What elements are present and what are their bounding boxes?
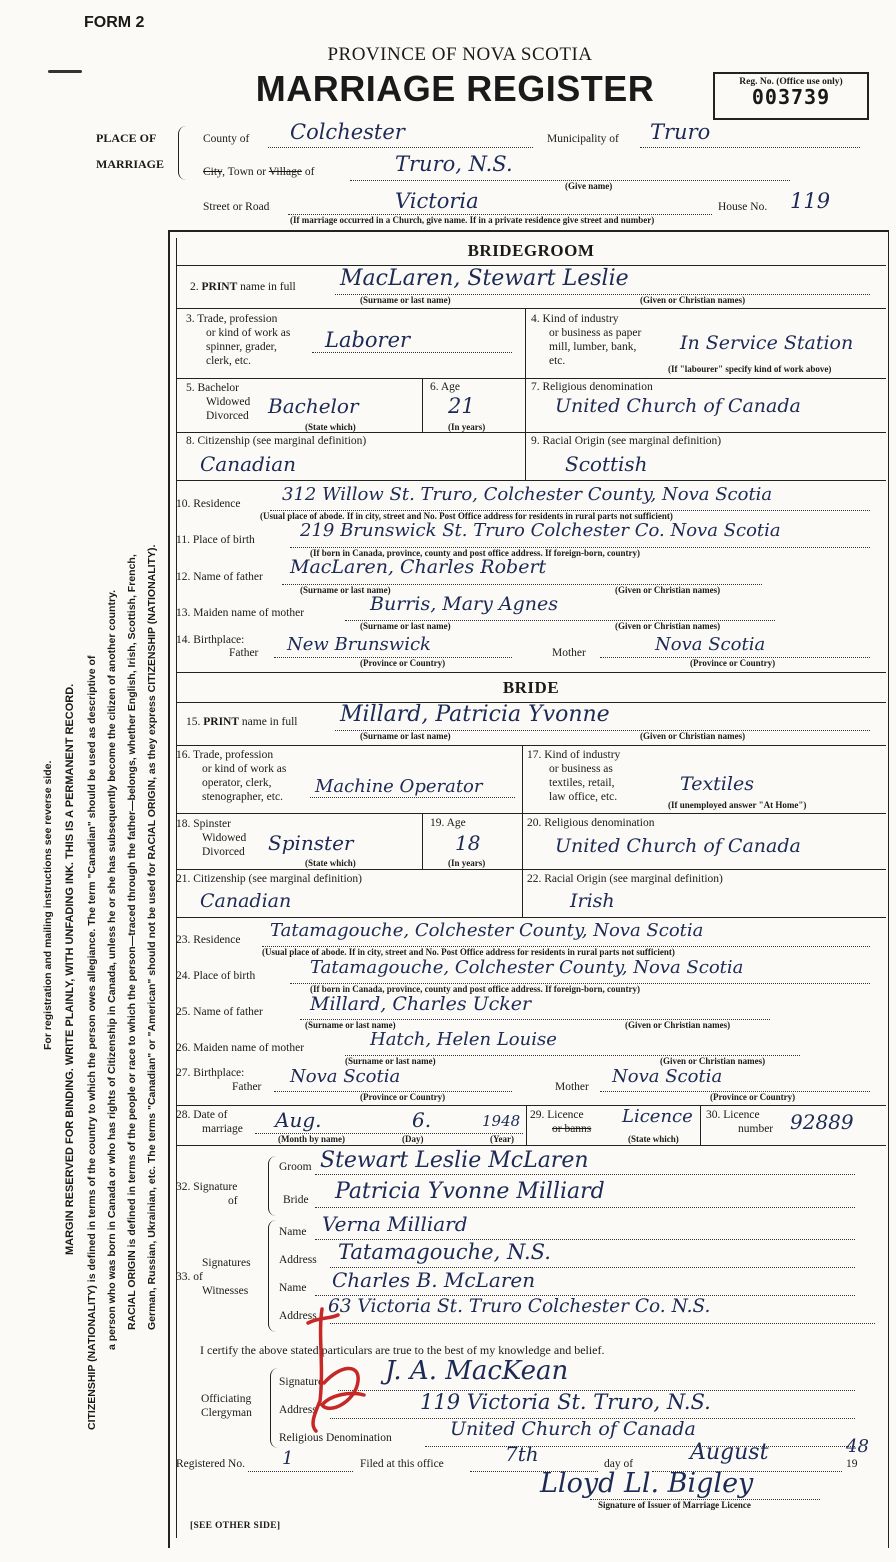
clergy-label: Officiating Clergyman xyxy=(201,1393,252,1419)
street-hint: (If marriage occurred in a Church, give name. If in a private residence give street and number) xyxy=(290,215,655,225)
groom-religion-label: 7. Religious denomination xyxy=(531,381,653,393)
form-number: FORM 2 xyxy=(84,14,145,31)
groom-father-surname-hint: (Surname or last name) xyxy=(300,585,391,595)
groom-religion-value: United Church of Canada xyxy=(555,395,801,417)
bride-industry-value: Textiles xyxy=(680,773,754,795)
bride-bp-label: 27. Birthplace: xyxy=(176,1067,245,1079)
place-brace xyxy=(178,126,189,180)
w1-name-label: Name xyxy=(279,1226,307,1238)
bride-trade-label: 16. Trade, profession or kind of work as operator, clerk, stenographer, etc. xyxy=(176,749,287,803)
bride-residence-hint: (Usual place of abode. If in city, street and No. Post Office address for residents in rural parts not sufficient) xyxy=(262,947,675,957)
side-citizenship-def-2: a person who was born in Canada or who has rights of Citizenship in Canada, unless he or she has subsequently become the citizen of another country. xyxy=(106,589,118,1350)
bridegroom-heading: BRIDEGROOM xyxy=(467,241,595,260)
side-racial-def-1: RACIAL ORIGIN is defined in terms of the people or race to which the person—traced through the father—belongs, whether English, Irish, Scottish, French, xyxy=(126,554,138,1330)
groom-mother-value: Burris, Mary Agnes xyxy=(370,593,559,615)
witnesses-brace xyxy=(268,1220,279,1332)
witness-1-name: Verna Milliard xyxy=(322,1212,468,1236)
bride-name-label: 15. PRINT name in full xyxy=(186,716,298,728)
filed-day: 7th xyxy=(505,1442,539,1466)
groom-industry-label: 4. Kind of industry or business as paper mill, lumber, bank, etc. xyxy=(531,313,642,367)
bride-father-given-hint: (Given or Christian names) xyxy=(625,1020,731,1030)
bride-status-label: 18. Spinster Widowed Divorced xyxy=(176,818,247,858)
groom-status-hint: (State which) xyxy=(305,422,356,432)
marriage-year: 1948 xyxy=(482,1112,521,1130)
street-value: Victoria xyxy=(395,189,479,213)
groom-trade-value: Laborer xyxy=(325,328,411,352)
side-citizenship-def-1: CITIZENSHIP (NATIONALITY) is defined in terms of the country to which the person owes allegiance. The term "Canadian" should be used as descriptive of xyxy=(86,655,98,1430)
province-heading: PROVINCE OF NOVA SCOTIA xyxy=(327,44,593,65)
bride-father-value: Millard, Charles Ucker xyxy=(310,993,532,1015)
clergy-address: 119 Victoria St. Truro, N.S. xyxy=(420,1390,711,1414)
bride-mother-label: 26. Maiden name of mother xyxy=(176,1042,305,1054)
witness-2-name: Charles B. McLaren xyxy=(332,1268,536,1292)
municipality-label: Municipality of xyxy=(547,133,619,145)
licence-number-value: 92889 xyxy=(790,1110,854,1134)
groom-name-value: MacLaren, Stewart Leslie xyxy=(340,266,629,291)
groom-status-label: 5. Bachelor Widowed Divorced xyxy=(186,382,251,422)
groom-mother-given-hint: (Given or Christian names) xyxy=(615,621,721,631)
w2-address-label: Address xyxy=(279,1310,317,1322)
house-value: 119 xyxy=(790,189,831,213)
groom-signature: Stewart Leslie McLaren xyxy=(320,1148,589,1173)
certification-text: I certify the above stated particulars are true to the best of my knowledge and belief. xyxy=(200,1343,605,1357)
bride-status-hint: (State which) xyxy=(305,858,356,868)
bride-racial-label: 22. Racial Origin (see marginal definition) xyxy=(527,873,723,885)
groom-industry-hint: (If "labourer" specify kind of work above) xyxy=(668,364,832,374)
licence-label: 29. Licence or banns xyxy=(530,1109,592,1135)
bride-residence-label: 23. Residence xyxy=(176,934,241,946)
date-label: 28. Date of marriage xyxy=(176,1109,243,1135)
clergy-denomination-label: Religious Denomination xyxy=(279,1432,392,1444)
issuer-signature: Lloyd Ll. Bigley xyxy=(540,1468,754,1499)
groom-bp-mother-value: Nova Scotia xyxy=(655,634,766,655)
day-hint: (Day) xyxy=(402,1134,424,1144)
bride-industry-label: 17. Kind of industry or business as textiles, retail, law office, etc. xyxy=(527,749,621,803)
bride-industry-hint: (If unemployed answer "At Home") xyxy=(668,800,807,810)
give-name-hint: (Give name) xyxy=(565,181,613,191)
groom-bp-father-label: Father xyxy=(229,647,259,659)
licence-number-label: 30. Licence number xyxy=(706,1109,774,1135)
bride-trade-value: Machine Operator xyxy=(315,776,483,797)
bride-surname-hint: (Surname or last name) xyxy=(360,731,451,741)
bride-mother-given-hint: (Given or Christian names) xyxy=(660,1056,766,1066)
marriage-month: Aug. xyxy=(275,1108,322,1132)
groom-surname-hint: (Surname or last name) xyxy=(360,295,451,305)
witness-1-address: Tatamagouche, N.S. xyxy=(338,1240,551,1264)
see-other-side: [SEE OTHER SIDE] xyxy=(190,1521,281,1531)
bride-age-value: 18 xyxy=(455,831,481,855)
groom-bp-mother-hint: (Province or Country) xyxy=(690,658,776,668)
side-instructions: For registration and mailing instructions see reverse side. xyxy=(42,760,54,1050)
groom-birthplace-value: 219 Brunswick St. Truro Colchester Co. Nova Scotia xyxy=(300,520,781,541)
bride-bp-mother-hint: (Province or Country) xyxy=(710,1092,796,1102)
signature-brace xyxy=(268,1156,279,1216)
filed-year: 48 xyxy=(846,1436,869,1457)
groom-birthplace-label: 11. Place of birth xyxy=(176,534,255,546)
bride-bp-mother-value: Nova Scotia xyxy=(612,1066,723,1087)
groom-racial-label: 9. Racial Origin (see marginal definition) xyxy=(531,435,722,447)
bride-bp-father-label: Father xyxy=(232,1081,262,1093)
city-value: Truro, N.S. xyxy=(395,152,513,176)
bride-name-value: Millard, Patricia Yvonne xyxy=(340,702,610,727)
groom-bp-father-hint: (Province or Country) xyxy=(360,658,446,668)
licence-value: Licence xyxy=(622,1106,693,1127)
hole-punch-mark xyxy=(48,70,82,73)
bride-sig-label: Bride xyxy=(283,1194,309,1206)
clergy-address-label: Address xyxy=(279,1404,317,1416)
clergy-denomination: United Church of Canada xyxy=(450,1418,696,1440)
bride-birthplace-hint: (If born in Canada, province, county and post office address. If foreign-born, country) xyxy=(310,984,641,994)
groom-father-value: MacLaren, Charles Robert xyxy=(290,556,547,578)
day-of-label: day of xyxy=(604,1458,634,1470)
bride-father-label: 25. Name of father xyxy=(176,1006,263,1018)
clergy-sig-label: Signature xyxy=(279,1376,324,1388)
licence-hint: (State which) xyxy=(628,1134,679,1144)
bride-age-hint: (In years) xyxy=(448,858,486,868)
county-label: County of xyxy=(203,133,250,145)
groom-name-label: 2. PRINT name in full xyxy=(190,281,296,293)
registered-label: Registered No. xyxy=(176,1458,245,1470)
signature-label: 32. Signature of xyxy=(176,1181,238,1207)
bride-mother-value: Hatch, Helen Louise xyxy=(370,1029,557,1050)
groom-father-label: 12. Name of father xyxy=(176,571,263,583)
bride-bp-mother-label: Mother xyxy=(555,1081,589,1093)
bride-status-value: Spinster xyxy=(268,831,354,855)
bride-bp-father-value: Nova Scotia xyxy=(290,1066,401,1087)
groom-citizenship-label: 8. Citizenship (see marginal definition) xyxy=(186,435,367,447)
bride-bp-father-hint: (Province or Country) xyxy=(360,1092,446,1102)
marriage-day: 6. xyxy=(412,1108,432,1132)
groom-sig-label: Groom xyxy=(279,1161,312,1173)
municipality-value: Truro xyxy=(650,120,711,144)
year-hint: (Year) xyxy=(490,1134,514,1144)
reg-number-box xyxy=(713,72,869,120)
groom-father-given-hint: (Given or Christian names) xyxy=(615,585,721,595)
bride-citizenship-label: 21. Citizenship (see marginal definition) xyxy=(176,873,362,885)
registered-number: 1 xyxy=(282,1448,294,1469)
groom-trade-label: 3. Trade, profession or kind of work as spinner, grader, clerk, etc. xyxy=(186,313,291,367)
page-title: MARRIAGE REGISTER xyxy=(255,68,655,109)
groom-racial-value: Scottish xyxy=(565,452,648,476)
red-ink-mark xyxy=(300,1305,370,1435)
bride-father-surname-hint: (Surname or last name) xyxy=(305,1020,396,1030)
bride-religion-label: 20. Religious denomination xyxy=(527,817,655,829)
w2-name-label: Name xyxy=(279,1282,307,1294)
county-value: Colchester xyxy=(290,120,405,144)
bride-signature: Patricia Yvonne Milliard xyxy=(335,1179,605,1204)
groom-bp-mother-label: Mother xyxy=(552,647,586,659)
groom-age-hint: (In years) xyxy=(448,422,486,432)
groom-residence-label: 10. Residence xyxy=(176,498,241,510)
groom-bp-father-value: New Brunswick xyxy=(287,634,431,655)
groom-citizenship-value: Canadian xyxy=(200,452,297,476)
bride-given-hint: (Given or Christian names) xyxy=(640,731,746,741)
groom-bp-label: 14. Birthplace: xyxy=(176,634,245,646)
groom-age-label: 6. Age xyxy=(430,381,461,393)
w1-address-label: Address xyxy=(279,1254,317,1266)
side-margin-notice: MARGIN RESERVED FOR BINDING. WRITE PLAINLY, WITH UNFADING INK. THIS IS A PERMANENT RECORD. xyxy=(64,683,76,1255)
place-label-2: MARRIAGE xyxy=(96,157,164,171)
bride-racial-value: Irish xyxy=(570,890,615,912)
place-label-1: PLACE OF xyxy=(96,131,157,145)
reg-number-label: Reg. No. (Office use only) xyxy=(739,77,843,87)
bride-age-label: 19. Age xyxy=(430,817,466,829)
groom-given-hint: (Given or Christian names) xyxy=(640,295,746,305)
groom-residence-value: 312 Willow St. Truro, Colchester County, Nova Scotia xyxy=(282,484,773,505)
bride-birthplace-label: 24. Place of birth xyxy=(176,970,256,982)
bride-residence-value: Tatamagouche, Colchester County, Nova Scotia xyxy=(270,920,704,941)
side-racial-def-2: German, Russian, Ukrainian, etc. The terms "Canadian" or "American" should not be used for RACIAL ORIGIN, as they express CITIZENSHIP (NATIONALITY). xyxy=(146,544,158,1330)
groom-age-value: 21 xyxy=(448,394,475,418)
groom-residence-hint: (Usual place of abode. If in city, street and No. Post Office address for residents in rural parts not sufficient) xyxy=(260,511,673,521)
bride-citizenship-value: Canadian xyxy=(200,890,292,912)
bride-religion-value: United Church of Canada xyxy=(555,835,801,857)
witnesses-label: Signatures 33. of Witnesses xyxy=(176,1257,251,1297)
month-hint: (Month by name) xyxy=(278,1134,345,1144)
city-label: City, Town or Village of xyxy=(203,166,315,178)
bride-birthplace-value: Tatamagouche, Colchester County, Nova Scotia xyxy=(310,957,744,978)
bride-mother-surname-hint: (Surname or last name) xyxy=(345,1056,436,1066)
filed-label: Filed at this office xyxy=(360,1458,444,1470)
bride-heading: BRIDE xyxy=(502,678,560,697)
groom-mother-surname-hint: (Surname or last name) xyxy=(360,621,451,631)
groom-industry-value: In Service Station xyxy=(680,332,854,354)
reg-number: 003739 xyxy=(751,85,831,109)
groom-birthplace-hint: (If born in Canada, province, county and post office address. If foreign-born, country) xyxy=(310,548,641,558)
filed-month: August xyxy=(690,1440,769,1465)
groom-mother-label: 13. Maiden name of mother xyxy=(176,607,305,619)
groom-status-value: Bachelor xyxy=(268,394,359,418)
street-label: Street or Road xyxy=(203,201,270,213)
year-prefix: 19 xyxy=(846,1458,858,1470)
house-label: House No. xyxy=(718,201,768,213)
issuer-label: Signature of Issuer of Marriage Licence xyxy=(598,1500,751,1510)
clergy-signature: J. A. MacKean xyxy=(385,1356,569,1386)
witness-2-address: 63 Victoria St. Truro Colchester Co. N.S. xyxy=(328,1296,711,1317)
